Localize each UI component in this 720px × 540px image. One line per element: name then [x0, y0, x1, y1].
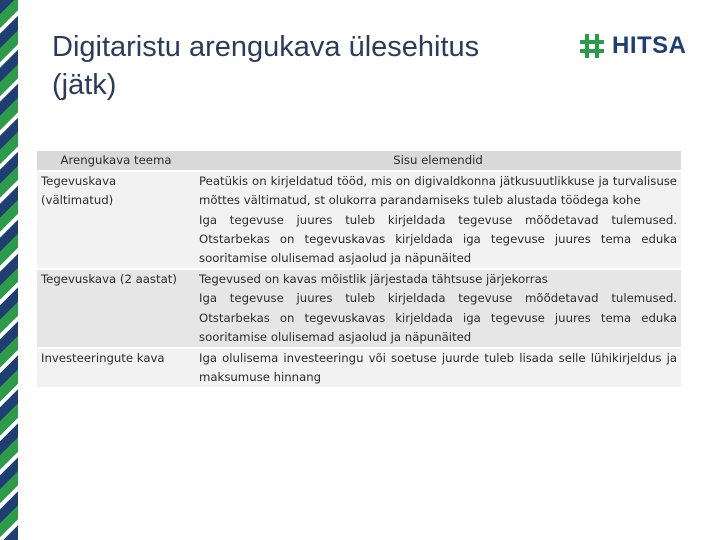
- row-content: [195, 269, 681, 348]
- slide-title-line-1: Digitaristu arengukava ülesehitus: [52, 31, 480, 63]
- row-paragraph: Peatükis on kirjeldatud tööd, mis on digivaldkonna jätkusuutlikkuse ja turvalisuse mõttes vältimatud, st olukorra parandamiseks tuleb alustada töödega kohe: [199, 174, 677, 208]
- table-header-row: [37, 151, 681, 171]
- hitsa-logo: [578, 31, 687, 61]
- decorative-side-stripe: [0, 0, 18, 540]
- row-topic: [37, 269, 195, 348]
- table-row: [37, 171, 681, 269]
- table-row: [37, 269, 681, 348]
- logo-text: HITSA: [612, 32, 687, 59]
- row-topic-line: Investeeringute kava: [41, 351, 165, 366]
- table-row: [37, 348, 681, 388]
- row-paragraph: Iga tegevuse juures tuleb kirjeldada tegevuse mõõdetavad tulemused. Otstarbekas on tegevuskavas kirjeldada iga tegevuse juures tema eduka sooritamise olulisemad asjaolud ja näpunäited: [199, 291, 677, 344]
- row-content: [195, 171, 681, 269]
- row-paragraph: Tegevused on kavas mõistlik järjestada tähtsuse järjekorras: [199, 272, 548, 287]
- row-topic: [37, 348, 195, 388]
- arengukava-table: [37, 151, 681, 389]
- row-paragraph: Iga tegevuse juures tuleb kirjeldada tegevuse mõõdetavad tulemused. Otstarbekas on tegevuskavas kirjeldada iga tegevuse juures tema eduka sooritamise olulisemad asjaolud ja näpunäited: [199, 212, 677, 266]
- row-content: [195, 348, 681, 388]
- slide-title-line-2: (jätk): [52, 69, 117, 101]
- row-topic-line: Tegevuskava: [41, 174, 117, 189]
- slide-title: [52, 28, 552, 104]
- row-topic: [37, 171, 195, 269]
- row-topic-line: Tegevuskava (2 aastat): [41, 272, 177, 287]
- header-topic: Arengukava teema: [60, 153, 172, 167]
- header-content: Sisu elemendid: [393, 153, 483, 167]
- row-topic-line: (vältimatud): [41, 193, 114, 208]
- hash-icon: [578, 32, 606, 60]
- row-paragraph: Iga olulisema investeeringu või soetuse juurde tuleb lisada selle lühikirjeldus ja maksumuse hinnang: [199, 351, 677, 385]
